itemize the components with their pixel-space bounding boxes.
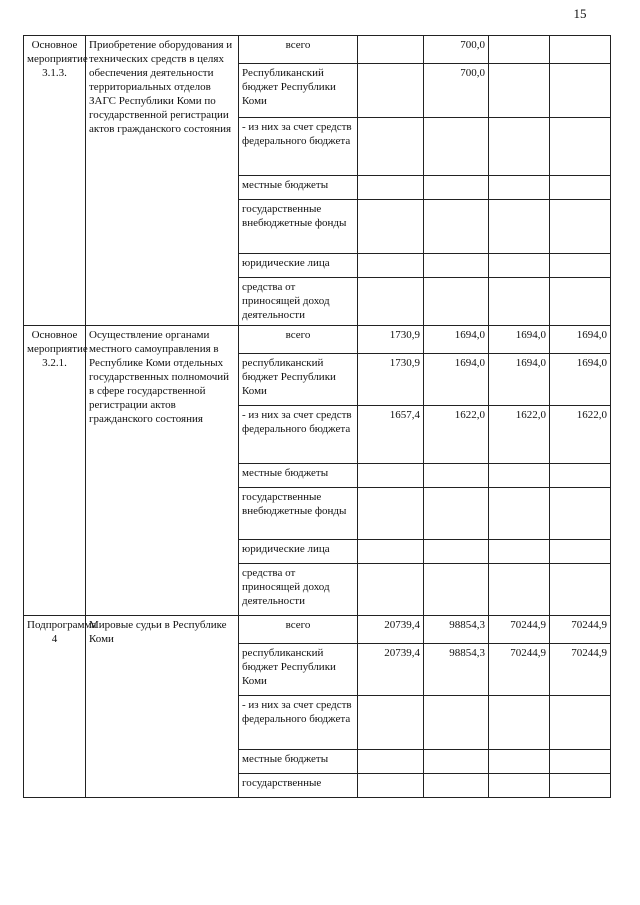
amount-cell: 1694,0 (550, 326, 611, 354)
funding-source: Республиканский бюджет Республики Коми (239, 64, 358, 118)
amount-cell (358, 540, 424, 564)
amount-cell (358, 564, 424, 616)
amount-cell: 20739,4 (358, 644, 424, 696)
funding-source: - из них за счет средств федерального бюджета (239, 406, 358, 464)
activity-name: Осуществление органами местного самоуправления в Республике Коми отдельных государственных полномочий в сфере государственной регистрации актов гражданского состояния (86, 326, 239, 616)
table-row (24, 36, 611, 64)
amount-cell (424, 118, 489, 176)
funding-source: местные бюджеты (239, 750, 358, 774)
amount-cell (550, 696, 611, 750)
amount-cell (424, 254, 489, 278)
amount-cell (550, 540, 611, 564)
amount-cell (489, 696, 550, 750)
amount-cell: 98854,3 (424, 644, 489, 696)
amount-cell (358, 36, 424, 64)
amount-cell: 1694,0 (424, 326, 489, 354)
amount-cell: 1622,0 (424, 406, 489, 464)
funding-source: всего (239, 616, 358, 644)
amount-cell (550, 774, 611, 798)
amount-cell: 700,0 (424, 64, 489, 118)
activity-code: Основное мероприятие 3.2.1. (24, 326, 86, 616)
amount-cell (489, 176, 550, 200)
funding-source: всего (239, 36, 358, 64)
funding-source: средства от приносящей доход деятельности (239, 278, 358, 326)
amount-cell: 1694,0 (550, 354, 611, 406)
amount-cell: 70244,9 (550, 644, 611, 696)
amount-cell (424, 488, 489, 540)
funding-source: всего (239, 326, 358, 354)
amount-cell (489, 750, 550, 774)
amount-cell (489, 64, 550, 118)
amount-cell (358, 774, 424, 798)
amount-cell: 1730,9 (358, 354, 424, 406)
funding-source: государственные внебюджетные фонды (239, 488, 358, 540)
amount-cell (489, 278, 550, 326)
amount-cell (358, 750, 424, 774)
funding-source: государственные (239, 774, 358, 798)
amount-cell (489, 564, 550, 616)
amount-cell: 20739,4 (358, 616, 424, 644)
amount-cell (550, 254, 611, 278)
amount-cell (358, 64, 424, 118)
amount-cell: 70244,9 (489, 616, 550, 644)
amount-cell (358, 464, 424, 488)
activity-code: Подпрограмма 4 (24, 616, 86, 798)
activity-name: Мировые судьи в Республике Коми (86, 616, 239, 798)
amount-cell (550, 176, 611, 200)
amount-cell (424, 200, 489, 254)
amount-cell (424, 696, 489, 750)
amount-cell (489, 464, 550, 488)
amount-cell (550, 118, 611, 176)
amount-cell (358, 278, 424, 326)
amount-cell (550, 488, 611, 540)
amount-cell (489, 118, 550, 176)
amount-cell: 1694,0 (489, 354, 550, 406)
funding-source: государственные внебюджетные фонды (239, 200, 358, 254)
table-row (24, 616, 611, 644)
amount-cell (550, 464, 611, 488)
amount-cell (424, 540, 489, 564)
amount-cell (424, 750, 489, 774)
funding-source: республиканский бюджет Республики Коми (239, 644, 358, 696)
amount-cell (550, 278, 611, 326)
amount-cell (358, 254, 424, 278)
amount-cell: 70244,9 (489, 644, 550, 696)
funding-source: местные бюджеты (239, 176, 358, 200)
table-row (24, 326, 611, 354)
amount-cell (489, 540, 550, 564)
amount-cell (424, 176, 489, 200)
funding-source: - из них за счет средств федерального бюджета (239, 118, 358, 176)
amount-cell: 1657,4 (358, 406, 424, 464)
amount-cell: 1730,9 (358, 326, 424, 354)
amount-cell (489, 36, 550, 64)
amount-cell (424, 564, 489, 616)
amount-cell (358, 200, 424, 254)
amount-cell (358, 176, 424, 200)
amount-cell (489, 254, 550, 278)
funding-source: юридические лица (239, 540, 358, 564)
funding-source: юридические лица (239, 254, 358, 278)
amount-cell (550, 64, 611, 118)
funding-table (23, 35, 611, 798)
amount-cell (550, 564, 611, 616)
amount-cell: 1694,0 (424, 354, 489, 406)
funding-source: республиканский бюджет Республики Коми (239, 354, 358, 406)
amount-cell (358, 488, 424, 540)
amount-cell: 1622,0 (489, 406, 550, 464)
amount-cell: 70244,9 (550, 616, 611, 644)
amount-cell (358, 696, 424, 750)
amount-cell: 1694,0 (489, 326, 550, 354)
funding-source: местные бюджеты (239, 464, 358, 488)
amount-cell (550, 750, 611, 774)
amount-cell (424, 774, 489, 798)
amount-cell (424, 278, 489, 326)
amount-cell (489, 200, 550, 254)
amount-cell (489, 488, 550, 540)
amount-cell (424, 464, 489, 488)
amount-cell (358, 118, 424, 176)
funding-source: - из них за счет средств федерального бюджета (239, 696, 358, 750)
amount-cell (550, 200, 611, 254)
amount-cell: 98854,3 (424, 616, 489, 644)
funding-source: средства от приносящей доход деятельности (239, 564, 358, 616)
amount-cell: 1622,0 (550, 406, 611, 464)
activity-code: Основное мероприятие 3.1.3. (24, 36, 86, 326)
page-number: 15 (573, 6, 587, 21)
amount-cell (550, 36, 611, 64)
amount-cell: 700,0 (424, 36, 489, 64)
amount-cell (489, 774, 550, 798)
activity-name: Приобретение оборудования и технических средств в целях обеспечения деятельности территориальных отделов ЗАГС Республики Коми по государственной регистрации актов гражданского состояния (86, 36, 239, 326)
